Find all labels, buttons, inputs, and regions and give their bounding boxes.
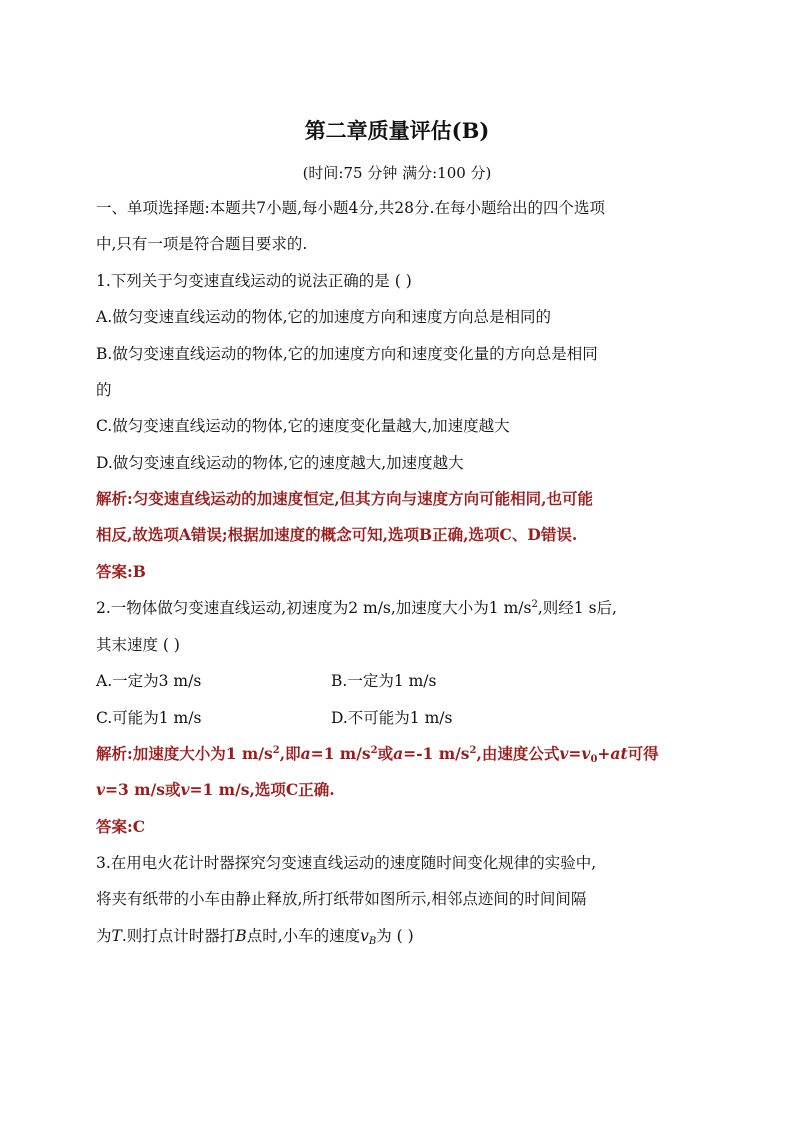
q2-an-var: a — [393, 744, 404, 763]
q2-an-text: ,由速度公式 — [476, 744, 560, 763]
q3-stem-line3 — [96, 926, 716, 946]
q2-an-text: =1 m/s — [310, 744, 371, 763]
q3-text: 点时,小车的速度 — [246, 927, 361, 945]
page-title: 第二章质量评估(B) — [304, 118, 490, 143]
q2-stem-sup: 2 — [531, 599, 538, 610]
q2-an-text: =1 m/s,选项C正确. — [189, 780, 335, 799]
q2-an-var: v — [180, 780, 190, 799]
q2-stem-text: 2.一物体做匀变速直线运动,初速度为2 m/s,加速度大小为1 m/s — [96, 599, 532, 617]
q2-an-text: =3 m/s或 — [105, 780, 181, 799]
q2-an-var: at — [610, 744, 628, 763]
q3-sub: B — [368, 936, 377, 947]
q2-answer — [96, 817, 716, 837]
q1-option-b-line2: 的 — [96, 381, 112, 399]
q2-an-text: ,即 — [279, 744, 301, 763]
q2-an-sup: 2 — [469, 745, 477, 756]
q2-option-a: A.一定为3 m/s — [96, 672, 202, 690]
q2-an-var: v — [559, 744, 569, 763]
q1-analysis-line1 — [96, 489, 716, 509]
q2-an-text: + — [597, 744, 611, 763]
q2-stem-line1 — [96, 598, 716, 618]
q1-answer-label: 答案: — [96, 562, 133, 581]
q2-an-sub: 0 — [590, 754, 598, 765]
q3-var: v — [360, 927, 369, 945]
q2-stem-text-end: ,则经1 s后, — [537, 599, 617, 617]
q2-an-text: =-1 m/s — [403, 744, 470, 763]
q3-stem-line2: 将夹有纸带的小车由静止释放,所打纸带如图所示,相邻点迹间的时间间隔 — [96, 890, 587, 908]
q1-analysis-text1: 匀变速直线运动的加速度恒定,但其方向与速度方向可能相同,也可能 — [132, 489, 594, 508]
q1-answer — [96, 562, 716, 582]
q2-analysis-line1 — [96, 744, 716, 764]
q2-answer-value: C — [132, 817, 146, 836]
q2-stem-line2: 其末速度 ( ) — [96, 636, 180, 654]
q2-an-var: a — [300, 744, 311, 763]
q1-option-b-line1: B.做匀变速直线运动的物体,它的加速度方向和速度变化量的方向总是相同 — [96, 345, 598, 363]
q2-an-text: = — [568, 744, 582, 763]
q2-analysis-line2 — [96, 780, 716, 800]
q1-analysis-line2: 相反,故选项A错误;根据加速度的概念可知,选项B正确,选项C、D错误. — [96, 525, 578, 544]
q3-var: T — [111, 927, 122, 945]
q2-an-sup: 2 — [370, 745, 378, 756]
q3-var: B — [235, 927, 247, 945]
section-intro-line2: 中,只有一项是符合题目要求的. — [96, 235, 308, 253]
q1-analysis-label: 解析: — [96, 489, 133, 508]
q2-option-b: B.一定为1 m/s — [331, 672, 437, 690]
q3-text: 为 — [96, 927, 112, 945]
q2-an-var: v — [96, 780, 106, 799]
exam-info: (时间:75 分钟 满分:100 分) — [302, 164, 492, 182]
q1-option-c: C.做匀变速直线运动的物体,它的速度变化量越大,加速度越大 — [96, 417, 510, 435]
section-intro-line1: 一、单项选择题:本题共7小题,每小题4分,共28分.在每小题给出的四个选项 — [96, 199, 605, 217]
q2-an-text: 可得 — [627, 744, 659, 763]
q2-an-text: 加速度大小为1 m/s — [132, 744, 273, 763]
q1-stem: 1.下列关于匀变速直线运动的说法正确的是 ( ) — [96, 272, 412, 290]
q2-an-sup: 2 — [272, 745, 280, 756]
q3-text: .则打点计时器打 — [121, 927, 236, 945]
q2-answer-label: 答案: — [96, 817, 133, 836]
q2-option-d: D.不可能为1 m/s — [331, 709, 453, 727]
q2-an-var: v — [581, 744, 591, 763]
q1-answer-value: B — [132, 562, 146, 581]
q1-option-a: A.做匀变速直线运动的物体,它的加速度方向和速度方向总是相同的 — [96, 308, 552, 326]
q2-an-text: 或 — [377, 744, 394, 763]
q2-option-c: C.可能为1 m/s — [96, 709, 202, 727]
q2-analysis-label: 解析: — [96, 744, 133, 763]
q1-option-d: D.做匀变速直线运动的物体,它的速度越大,加速度越大 — [96, 454, 464, 472]
q3-text: 为 ( ) — [376, 927, 414, 945]
q3-stem-line1: 3.在用电火花计时器探究匀变速直线运动的速度随时间变化规律的实验中, — [96, 854, 597, 872]
